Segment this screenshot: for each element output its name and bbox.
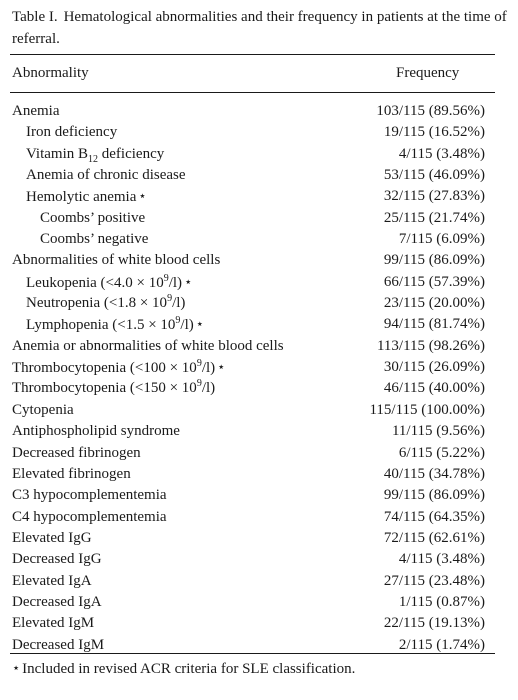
row-label-post: /l): [168, 274, 183, 291]
row-label: C4 hypocomplementemia: [12, 508, 167, 525]
row-frequency: 4/115 (3.48%): [398, 145, 485, 162]
row-abnormality: [12, 357, 225, 379]
row-label: Anemia: [12, 103, 60, 119]
table-row: [12, 378, 497, 399]
row-label: Decreased fibrinogen: [12, 444, 141, 461]
row-abnormality: [40, 229, 148, 250]
table-row: [12, 421, 497, 442]
row-abnormality: [26, 272, 192, 294]
table-top-rule: [10, 54, 495, 55]
row-label: Elevated IgA: [12, 572, 92, 589]
row-label: Elevated fibrinogen: [12, 465, 131, 482]
row-frequency: 99/115 (86.09%): [383, 487, 485, 504]
row-label: Anemia of chronic disease: [26, 167, 186, 184]
row-frequency: 115/115 (100.00%): [369, 401, 485, 418]
row-abnormality: [12, 421, 180, 442]
acr-criteria-star: ⋆: [217, 359, 226, 375]
row-abnormality: [12, 613, 94, 634]
row-frequency: 19/115 (16.52%): [383, 124, 485, 141]
table-row: [12, 613, 497, 634]
row-abnormality: [26, 314, 204, 336]
row-label-subscript: 12: [88, 153, 99, 165]
row-label-pre: Lymphopenia (<1.5 × 10: [26, 317, 176, 334]
row-frequency: 30/115 (26.09%): [383, 359, 485, 376]
row-frequency: 1/115 (0.87%): [398, 593, 485, 610]
row-label: Coombs’ positive: [40, 209, 146, 226]
table-caption-label: Table I.: [12, 9, 58, 25]
row-label: Iron deficiency: [26, 124, 118, 141]
row-label-pre: Neutropenia (<1.8 × 10: [26, 295, 168, 312]
row-abnormality: [26, 144, 164, 165]
row-frequency: 23/115 (20.00%): [383, 295, 485, 312]
acr-criteria-star: ⋆: [195, 316, 204, 332]
table-caption-text: Hematological abnormalities and their frequency in patients at the time of referral.: [12, 9, 507, 47]
row-abnormality: [26, 293, 185, 314]
row-label-superscript: 9: [175, 315, 181, 327]
table-row: [12, 186, 497, 207]
table-row: [12, 357, 497, 378]
row-label: Decreased IgG: [12, 551, 102, 568]
table-row: [12, 101, 497, 122]
row-abnormality: [12, 485, 167, 506]
row-label: Coombs’ negative: [40, 231, 149, 248]
row-label-pre: Leukopenia (<4.0 × 10: [26, 274, 164, 291]
table-row: [12, 443, 497, 464]
table-row: [12, 272, 497, 293]
row-label: Elevated IgM: [12, 615, 95, 632]
footnote-star: ⋆: [12, 660, 21, 675]
row-abnormality: [12, 400, 74, 421]
row-abnormality: [12, 592, 102, 613]
table-caption: [12, 6, 507, 50]
table-header-rule: [10, 92, 495, 93]
row-frequency: 22/115 (19.13%): [383, 615, 485, 632]
row-frequency: 74/115 (64.35%): [383, 508, 485, 525]
row-frequency: 25/115 (21.74%): [383, 209, 485, 226]
row-frequency: 2/115 (1.74%): [398, 636, 485, 653]
row-abnormality: [12, 464, 131, 485]
table-row: [12, 592, 497, 613]
table-row: [12, 485, 497, 506]
row-frequency: 94/115 (81.74%): [383, 316, 485, 333]
row-label: Decreased IgA: [12, 593, 102, 610]
row-frequency: 66/115 (57.39%): [383, 273, 485, 290]
row-frequency: 53/115 (46.09%): [383, 167, 485, 184]
table-footnote: [12, 658, 507, 680]
row-label: Anemia or abnormalities of white blood cells: [12, 337, 284, 354]
row-frequency: 46/115 (40.00%): [383, 380, 485, 397]
row-abnormality: [12, 507, 167, 528]
row-label: C3 hypocomplementemia: [12, 487, 167, 504]
table-row: [12, 293, 497, 314]
table-row: [12, 144, 497, 165]
row-abnormality: [12, 378, 215, 399]
row-frequency: 103/115 (89.56%): [376, 103, 485, 119]
row-abnormality: [12, 250, 220, 271]
row-frequency: 7/115 (6.09%): [398, 231, 485, 248]
column-header-abnormality: Abnormality: [12, 65, 89, 81]
table-bottom-rule: [10, 653, 495, 654]
row-label-post: /l): [201, 360, 216, 377]
row-label: Hemolytic anemia: [26, 189, 137, 206]
table-body: [12, 101, 497, 656]
table-row: [12, 229, 497, 250]
row-frequency: 113/115 (98.26%): [376, 337, 485, 354]
row-label-pre: Vitamin B: [26, 145, 89, 162]
row-label-pre: Thrombocytopenia (<100 × 10: [12, 360, 197, 377]
row-abnormality: [12, 336, 284, 357]
row-label-pre: Thrombocytopenia (<150 × 10: [12, 380, 197, 397]
table-row: [12, 549, 497, 570]
table-row: [12, 208, 497, 229]
row-label: Antiphospholipid syndrome: [12, 423, 180, 440]
table-row: [12, 336, 497, 357]
row-abnormality: [12, 549, 102, 570]
row-abnormality: [40, 208, 145, 229]
row-frequency: 72/115 (62.61%): [383, 529, 485, 546]
row-frequency: 27/115 (23.48%): [383, 572, 485, 589]
row-frequency: 40/115 (34.78%): [383, 465, 485, 482]
table-row: [12, 122, 497, 143]
footnote-text: Included in revised ACR criteria for SLE classification.: [22, 661, 356, 677]
column-header-frequency: Frequency: [396, 65, 460, 81]
row-abnormality: [12, 443, 141, 464]
table-row: [12, 165, 497, 186]
row-frequency: 11/115 (9.56%): [391, 423, 485, 440]
row-abnormality: [26, 186, 147, 208]
row-abnormality: [12, 571, 92, 592]
row-label-post: /l): [201, 380, 216, 397]
table-row: [12, 571, 497, 592]
row-abnormality: [26, 165, 186, 186]
row-frequency: 6/115 (5.22%): [398, 444, 485, 461]
table-row: [12, 528, 497, 549]
acr-criteria-star: ⋆: [184, 273, 193, 289]
table-row: [12, 507, 497, 528]
row-abnormality: [12, 528, 92, 549]
acr-criteria-star: ⋆: [138, 188, 147, 204]
row-label: Elevated IgG: [12, 529, 92, 546]
row-label-post: /l): [180, 317, 194, 334]
row-label: Cytopenia: [12, 401, 74, 418]
row-label: Decreased IgM: [12, 636, 105, 653]
table-row: [12, 250, 497, 271]
row-abnormality: [12, 101, 59, 122]
row-label-superscript: 9: [167, 293, 173, 305]
table-row: [12, 464, 497, 485]
row-label: Abnormalities of white blood cells: [12, 252, 221, 269]
table-row: [12, 314, 497, 335]
row-frequency: 4/115 (3.48%): [398, 551, 485, 568]
table-row: [12, 400, 497, 421]
row-frequency: 99/115 (86.09%): [383, 252, 485, 269]
row-label-superscript: 9: [196, 378, 202, 390]
row-abnormality: [26, 122, 117, 143]
row-label-post: /l): [172, 295, 186, 312]
row-frequency: 32/115 (27.83%): [383, 188, 485, 205]
row-label-superscript: 9: [163, 272, 169, 284]
row-label-superscript: 9: [196, 358, 202, 370]
row-label-post: deficiency: [98, 145, 165, 162]
